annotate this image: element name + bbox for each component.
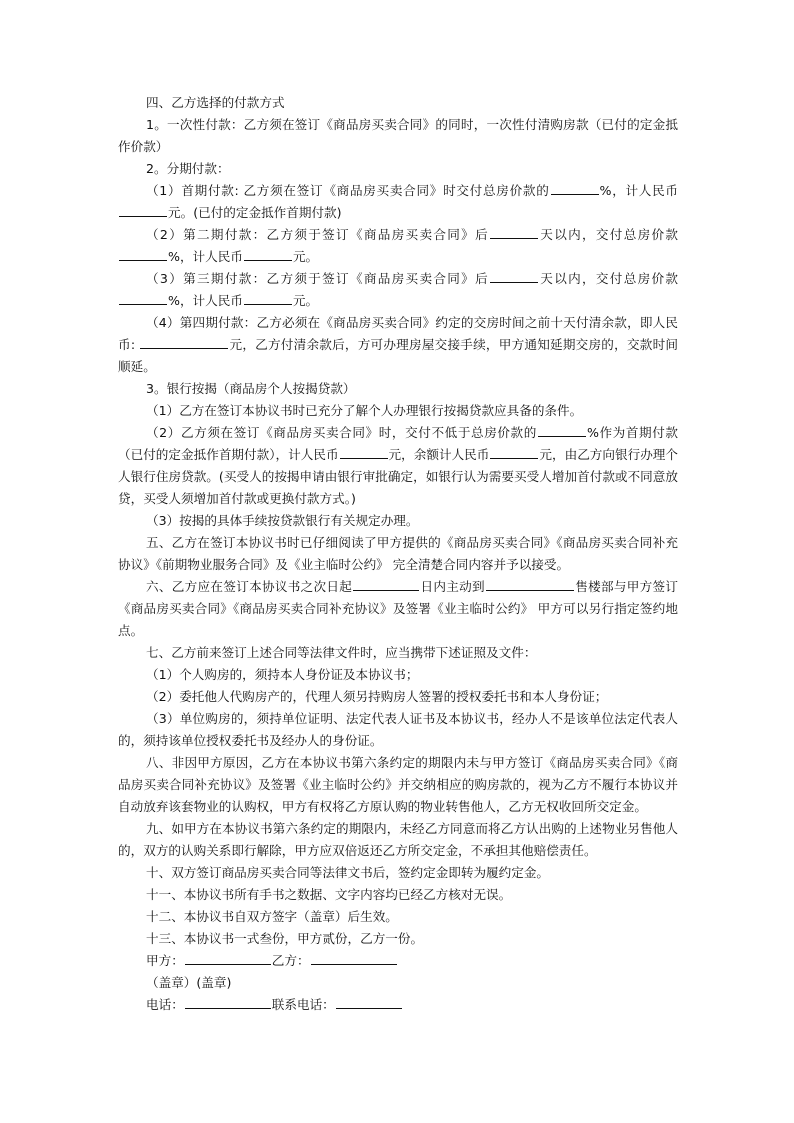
section-13: 十三、本协议书一式叁份，甲方贰份，乙方一份。	[146, 931, 424, 946]
clause-4-3-1: （1）乙方在签订本协议书时已充分了解个人办理银行按揭贷款应具备的条件。	[146, 403, 583, 418]
signature-line: 甲方： 乙方：	[146, 950, 678, 972]
clause-7-1: （1）个人购房的，须持本人身份证及本协议书；	[146, 667, 419, 682]
blank-field	[486, 576, 574, 591]
section-7: 七、乙方前来签订上述合同等法律文件时，应当携带下述证照及文件：	[146, 645, 537, 660]
blank-field	[244, 290, 292, 305]
clause-4-2: 2。分期付款：	[146, 161, 230, 176]
blank-field	[490, 444, 538, 459]
blank-field	[119, 290, 167, 305]
blank-field	[244, 246, 292, 261]
blank-field	[490, 224, 538, 239]
section-4-title: 四、乙方选择的付款方式	[146, 95, 285, 110]
blank-field	[538, 422, 586, 437]
clause-4-3-3: （3）按揭的具体手续按贷款银行有关规定办理。	[146, 513, 419, 528]
clause-4-2-2: （2）第二期付款：乙方须于签订《商品房买卖合同》后 天以内，交付总房价款%，计人民币 元。	[118, 224, 678, 268]
blank-field	[551, 180, 599, 195]
blank-field	[119, 246, 167, 261]
section-5: 五、乙方在签订本协议书时已仔细阅读了甲方提供的《商品房买卖合同》《商品房买卖合同补充协议》《前期物业服务合同》及《业主临时公约》 完全清楚合同内容并予以接受。	[118, 535, 678, 572]
party-b-signature-blank	[311, 950, 397, 965]
clause-7-2: （2）委托他人代购房产的，代理人须另持购房人签署的授权委托书和本人身份证；	[146, 689, 608, 704]
section-8: 八、非因甲方原因，乙方在本协议书第六条约定的期限内未与甲方签订《商品房买卖合同》《商品房买卖合同补充协议》及签署《业主临时公约》并交纳相应的购房款的，视为乙方不履行本协议并自动放弃该套物业的认购权，甲方有权将乙方原认购的物业转售他人，乙方无权收回所交定金。	[118, 755, 678, 814]
blank-field	[353, 576, 419, 591]
clause-4-1: 1。一次性付款：乙方须在签订《商品房买卖合同》的同时，一次性付清购房款（已付的定金抵作价款）	[118, 117, 678, 154]
section-6: 六、乙方应在签订本协议书之次日起 日内主动到 售楼部与甲方签订《商品房买卖合同》《商品房买卖合同补充协议》及签署《业主临时公约》 甲方可以另行指定签约地点。	[118, 576, 678, 642]
blank-field	[140, 334, 228, 349]
clause-7-3: （3）单位购房的，须持单位证明、法定代表人证书及本协议书，经办人不是该单位法定代表人的，须持该单位授权委托书及经办人的身份证。	[118, 711, 678, 748]
clause-4-2-1: （1）首期付款: 乙方须在签订《商品房买卖合同》时交付总房价款的 %，计人民币元。(已付的定金抵作首期付款)	[118, 180, 678, 224]
section-11: 十一、本协议书所有手书之数据、文字内容均已经乙方核对无误。	[146, 887, 512, 902]
party-a-phone-blank	[185, 994, 271, 1009]
clause-4-2-3: （3）第三期付款：乙方须于签订《商品房买卖合同》后 天以内，交付总房价款%，计人民币 元。	[118, 268, 678, 312]
blank-field	[490, 268, 538, 283]
section-9: 九、如甲方在本协议书第六条约定的期限内，未经乙方同意而将乙方认出购的上述物业另售他人的，双方的认购关系即行解除，甲方应双倍返还乙方所交定金，不承担其他赔偿责任。	[118, 821, 678, 858]
party-a-signature-blank	[185, 950, 271, 965]
agreement-body	[118, 92, 678, 1016]
party-b-phone-blank	[336, 994, 402, 1009]
clause-4-2-4: （4）第四期付款：乙方必须在《商品房买卖合同》约定的交房时间之前十天付清余款，即人民币: 元，乙方付清余款后，方可办理房屋交接手续，甲方通知延期交房的，交款时间顺延。	[118, 315, 679, 374]
seal-line: （盖章）(盖章)	[146, 975, 232, 990]
blank-field	[340, 444, 388, 459]
clause-4-3-2: （2）乙方须在签订《商品房买卖合同》时，交付不低于总房价款的 %作为首期付款（已付的定金抵作首期付款），计人民币 元，余额计人民币 元，由乙方向银行办理个人银行住房贷款。(买受人的按揭申请由银行审批确定，如银行认为需要买受人增加首付款或不同意放贷，买受人须增加首付款或更换付款方式。)	[118, 422, 678, 510]
clause-4-3: 3。银行按揭（商品房个人按揭贷款）	[146, 381, 356, 396]
section-12: 十二、本协议书自双方签字（盖章）后生效。	[146, 909, 398, 924]
section-10: 十、双方签订商品房买卖合同等法律文书后，签约定金即转为履约定金。	[146, 865, 549, 880]
phone-line: 电话： 联系电话：	[146, 994, 678, 1016]
blank-field	[119, 202, 167, 217]
